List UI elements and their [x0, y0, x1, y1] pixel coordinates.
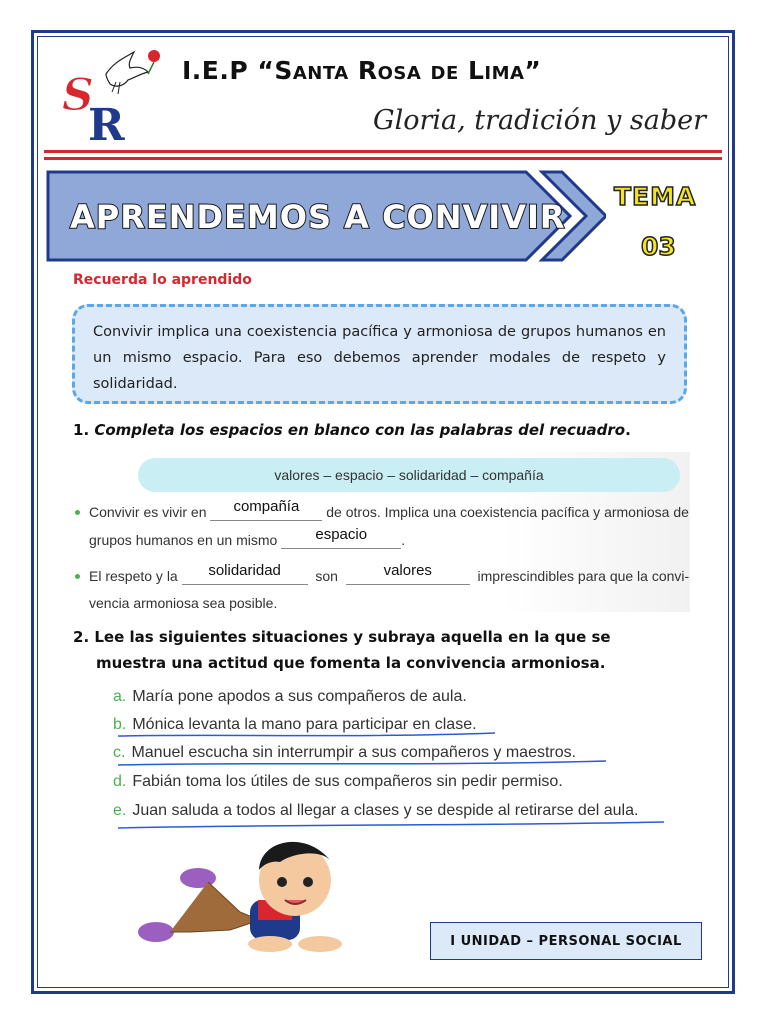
answer-3: solidaridad: [208, 562, 281, 579]
option-a: a. María pone apodos a sus compañeros de aula.: [113, 688, 467, 705]
kid-illustration: [130, 820, 360, 960]
question-1: 1. Completa los espacios en blanco con las palabras del recuadro.: [73, 421, 631, 439]
tema-number: 03: [641, 232, 676, 261]
option-d: d. Fabián toma los útiles de sus compañeros sin pedir permiso.: [113, 773, 563, 790]
school-name: I.E.P “Santa Rosa de Lima”: [182, 56, 542, 85]
header-rule-top: [44, 150, 722, 153]
sentence-1-line-1: Convivir es vivir en compañía de otros. Implica una coexistencia pacífica y armoniosa de: [89, 498, 689, 520]
blank-1: [210, 498, 322, 521]
question-2-line-1: 2. Lee las siguientes situaciones y subraya aquella en la que se: [73, 628, 611, 646]
bullet-2: [75, 574, 80, 579]
unit-label: I UNIDAD – PERSONAL SOCIAL: [430, 922, 702, 960]
logo-letter-r: R: [88, 100, 125, 144]
sentence-2-line-1: El respeto y la solidaridad son valores imprescindibles para que la convi-: [89, 562, 690, 584]
option-b: b. Mónica levanta la mano para participar en clase.: [113, 716, 477, 733]
recuerda-heading: Recuerda lo aprendido: [73, 272, 252, 288]
school-motto: Gloria, tradición y saber: [373, 105, 706, 136]
question-1-text: Completa los espacios en blanco con las palabras del recuadro: [94, 421, 626, 439]
option-c: c. Manuel escucha sin interrumpir a sus compañeros y maestros.: [113, 744, 577, 761]
recuerda-box: [72, 304, 687, 404]
answer-1: compañía: [233, 498, 300, 515]
bullet-1: [75, 510, 80, 515]
blank-4: [346, 562, 470, 585]
header-rule-bottom: [44, 157, 722, 160]
title-banner: [46, 170, 606, 262]
question-2-line-2: muestra una actitud que fomenta la convivencia armoniosa.: [96, 654, 606, 672]
answer-4: valores: [383, 562, 432, 579]
logo-letter-s: S: [62, 70, 94, 121]
blank-3: [182, 562, 308, 585]
banner-title: APRENDEMOS A CONVIVIR: [70, 198, 566, 236]
school-logo: [58, 44, 168, 144]
sentence-1-line-2: grupos humanos en un mismo espacio .: [89, 526, 406, 548]
word-bank: valores – espacio – solidaridad – compañía: [138, 458, 680, 492]
tema-label: TEMA: [614, 182, 697, 211]
dove-icon: [106, 52, 148, 94]
sentence-2-line-2: vencia armoniosa sea posible.: [89, 595, 278, 611]
rose-icon: [148, 50, 160, 74]
answer-2: espacio: [315, 526, 368, 543]
option-e: e. Juan saluda a todos al llegar a clases y se despide al retirarse del aula.: [113, 802, 639, 819]
blank-2: [281, 526, 401, 549]
recuerda-text: Convivir implica una coexistencia pacífica y armoniosa de grupos humanos en un mismo espacio. Para eso debemos aprender modales de respeto y solidaridad.: [93, 324, 666, 392]
